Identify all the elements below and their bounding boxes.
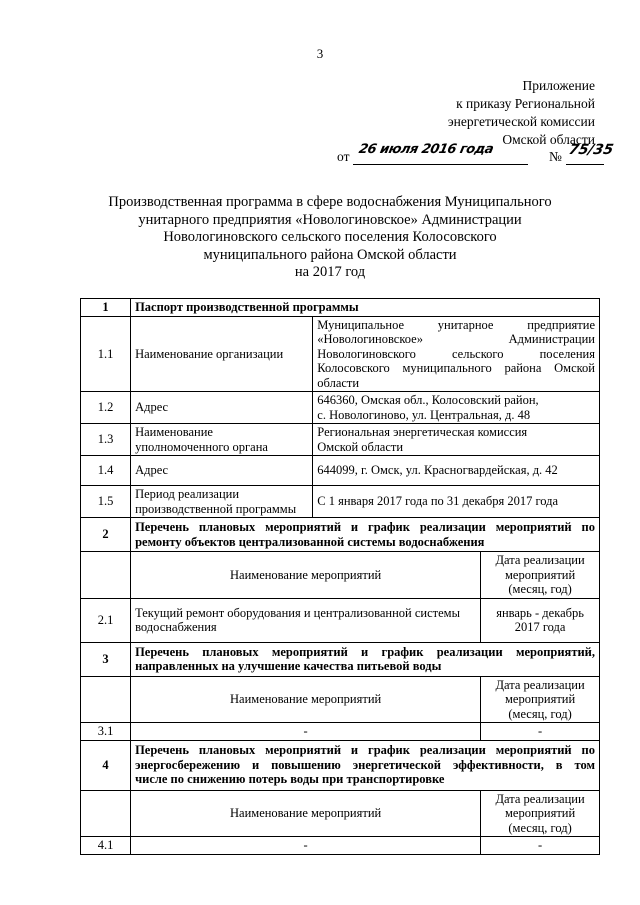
title-line: Перечень плановых мероприятий и график реализации мероприятий по [135, 520, 595, 534]
event-date: - [481, 723, 600, 741]
column-header-name: Наименование мероприятий [131, 790, 481, 837]
column-header-date [481, 790, 600, 837]
table-row [81, 456, 600, 486]
value-line: Региональная энергетическая комиссия [317, 425, 528, 439]
value-line: 646360, Омская обл., Колосовский район, [317, 393, 539, 407]
table-row [81, 486, 600, 518]
table-row [81, 424, 600, 456]
row-value [313, 316, 600, 392]
table-row [81, 392, 600, 424]
header-line: (месяц, год) [508, 706, 572, 721]
label-line: Период реализации [135, 487, 240, 501]
title-line: Перечень плановых мероприятий и график реализации мероприятий, [135, 644, 595, 659]
number-underline [566, 164, 604, 165]
section-title [131, 642, 600, 676]
label-line: Наименование [135, 425, 213, 439]
title-line: числе по снижению потерь воды при транспортировке [135, 772, 445, 787]
appendix-line: энергетической комиссии [447, 114, 595, 129]
row-label: Адрес [131, 456, 313, 486]
production-program-table [80, 298, 600, 855]
title-line: на 2017 год [294, 264, 366, 280]
order-date-line [337, 142, 615, 166]
appendix-header [448, 77, 595, 149]
section-4-header [81, 740, 600, 790]
value-line: области [317, 375, 360, 390]
row-number: 1.4 [81, 456, 131, 486]
empty-cell [81, 790, 131, 837]
column-header-date [481, 676, 600, 723]
header-line: Дата реализации [495, 791, 585, 806]
document-title [60, 194, 600, 282]
title-line: энергосбережению и повышению энергетической эффективности, в том [135, 757, 595, 772]
header-line: мероприятий [504, 567, 576, 582]
title-line: унитарного предприятия «Новологиновское» Администрации [138, 211, 522, 228]
table-row [81, 598, 600, 642]
row-number: 4.1 [81, 837, 131, 855]
header-line: мероприятий [504, 692, 576, 706]
row-number: 1.1 [81, 316, 131, 392]
row-label: Наименование организации [131, 316, 313, 392]
event-name: - [131, 837, 481, 855]
table-row [81, 316, 600, 392]
value-line: Муниципальное унитарное предприятие [317, 317, 595, 332]
event-name [131, 598, 481, 642]
title-line: муниципального района Омской области [203, 246, 457, 263]
row-number: 1.2 [81, 392, 131, 424]
section-2-header [81, 518, 600, 552]
value-line: Новологиновского сельского поселения [317, 346, 595, 361]
title-line: Перечень плановых мероприятий и график реализации мероприятий по [135, 743, 595, 758]
value-line: с. Новологиново, ул. Центральная, д. 48 [317, 407, 531, 422]
section-number: 1 [81, 299, 131, 317]
row-number: 3.1 [81, 723, 131, 741]
row-number: 1.3 [81, 424, 131, 456]
title-line: ремонту объектов централизованной системы водоснабжения [135, 534, 485, 549]
row-label [131, 486, 313, 518]
event-date: - [481, 837, 600, 855]
number-label: № [549, 149, 562, 164]
value-line: Колосовского муниципального района Омской [317, 361, 595, 375]
empty-cell [81, 676, 131, 723]
column-header-row [81, 552, 600, 599]
row-number: 2.1 [81, 598, 131, 642]
name-line: водоснабжения [135, 620, 217, 634]
section-3-header [81, 642, 600, 676]
column-header-name: Наименование мероприятий [131, 676, 481, 723]
row-value [313, 424, 600, 456]
header-line: Дата реализации [495, 677, 585, 692]
label-line: уполномоченного органа [135, 439, 268, 454]
column-header-date [481, 552, 600, 599]
date-line: 2017 года [514, 620, 566, 634]
column-header-name: Наименование мероприятий [131, 552, 481, 599]
handwritten-date: 26 июля 2016 года [357, 142, 495, 157]
row-value: 644099, г. Омск, ул. Красногвардейская, д. 42 [313, 456, 600, 486]
header-line: мероприятий [504, 806, 576, 820]
section-number: 4 [81, 740, 131, 790]
value-line: «Новологиновское» Администрации [317, 332, 595, 346]
from-label: от [337, 149, 350, 164]
appendix-line: Приложение [522, 78, 595, 93]
title-line: Новологиновского сельского поселения Колосовского [163, 229, 497, 245]
row-label: Адрес [131, 392, 313, 424]
value-line: Омской области [317, 439, 404, 454]
table-row [81, 723, 600, 741]
header-line: (месяц, год) [508, 582, 572, 596]
column-header-row [81, 676, 600, 723]
section-title: Паспорт производственной программы [131, 299, 600, 317]
title-line: Производственная программа в сфере водоснабжения Муниципального [108, 194, 552, 210]
row-label [131, 424, 313, 456]
section-1-header [81, 299, 600, 317]
row-value [313, 392, 600, 424]
date-line: январь - декабрь [496, 605, 584, 620]
page-number: 3 [316, 46, 324, 61]
section-number: 2 [81, 518, 131, 552]
date-underline [353, 164, 528, 165]
handwritten-number: 75/35 [567, 142, 615, 158]
section-title [131, 518, 600, 552]
table-row [81, 837, 600, 855]
event-name: - [131, 723, 481, 741]
row-number: 1.5 [81, 486, 131, 518]
event-date [481, 598, 600, 642]
title-line: направленных на улучшение качества питьевой воды [135, 659, 442, 673]
appendix-line: Омской области [502, 132, 595, 147]
empty-cell [81, 552, 131, 599]
column-header-row [81, 790, 600, 837]
section-number: 3 [81, 642, 131, 676]
label-line: производственной программы [135, 501, 297, 516]
appendix-line: к приказу Региональной [456, 96, 595, 111]
header-line: (месяц, год) [508, 820, 572, 835]
row-value: С 1 января 2017 года по 31 декабря 2017 года [313, 486, 600, 518]
header-line: Дата реализации [495, 553, 585, 567]
name-line: Текущий ремонт оборудования и централизованной системы [135, 605, 460, 620]
section-title [131, 740, 600, 790]
